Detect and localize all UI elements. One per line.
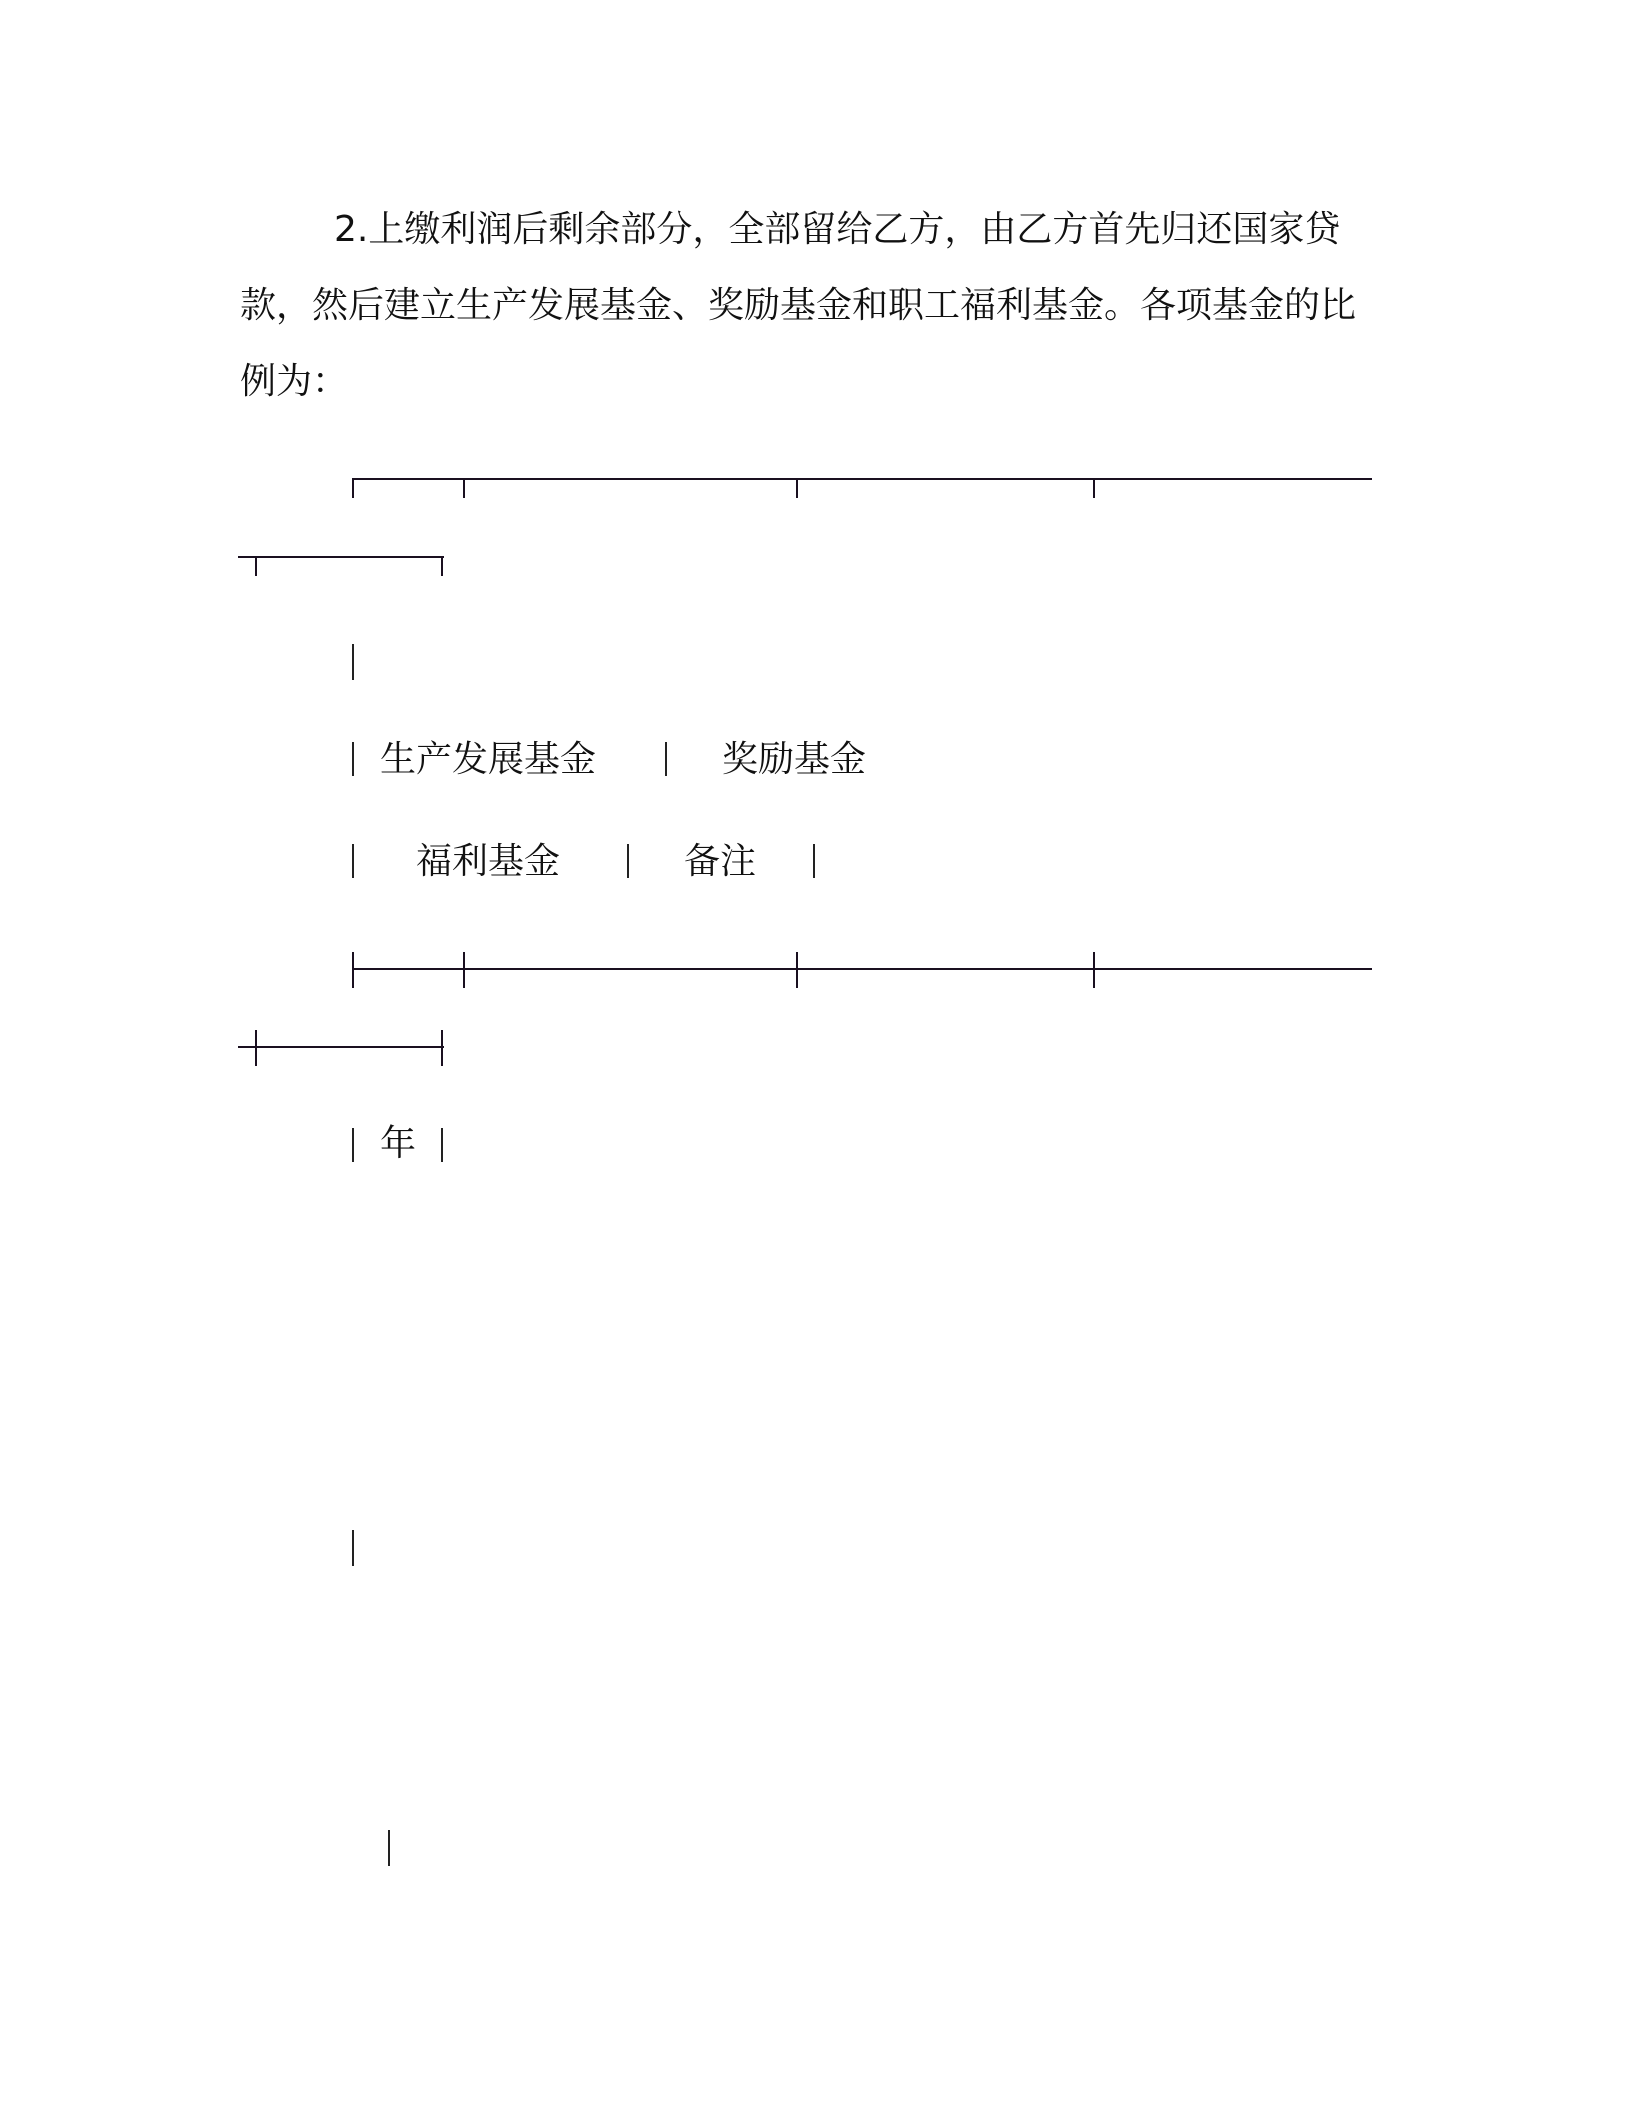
row-label-year: 年 <box>380 1123 417 1164</box>
table-cell-border <box>813 844 815 878</box>
table-cell-border <box>352 1128 354 1162</box>
table-cell-border <box>665 742 667 776</box>
table-cell-border <box>352 1530 354 1566</box>
header-reward-fund: 奖励基金 <box>722 739 867 780</box>
header-production-fund: 生产发展基金 <box>380 739 597 780</box>
table-cell-border <box>352 844 354 878</box>
header-remarks: 备注 <box>684 841 757 882</box>
table-cell-border <box>441 1128 443 1162</box>
table-cell-border <box>352 742 354 776</box>
body-paragraph: 2.上缴利润后剩余部分，全部留给乙方，由乙方首先归还国家贷款，然后建立生产发展基金、奖励基金和职工福利基金。各项基金的比例为： <box>240 209 1357 402</box>
table-cell-border <box>627 844 629 878</box>
header-welfare-fund: 福利基金 <box>416 841 561 882</box>
table-cell-border <box>388 1830 390 1866</box>
table-cell-border <box>352 644 354 680</box>
